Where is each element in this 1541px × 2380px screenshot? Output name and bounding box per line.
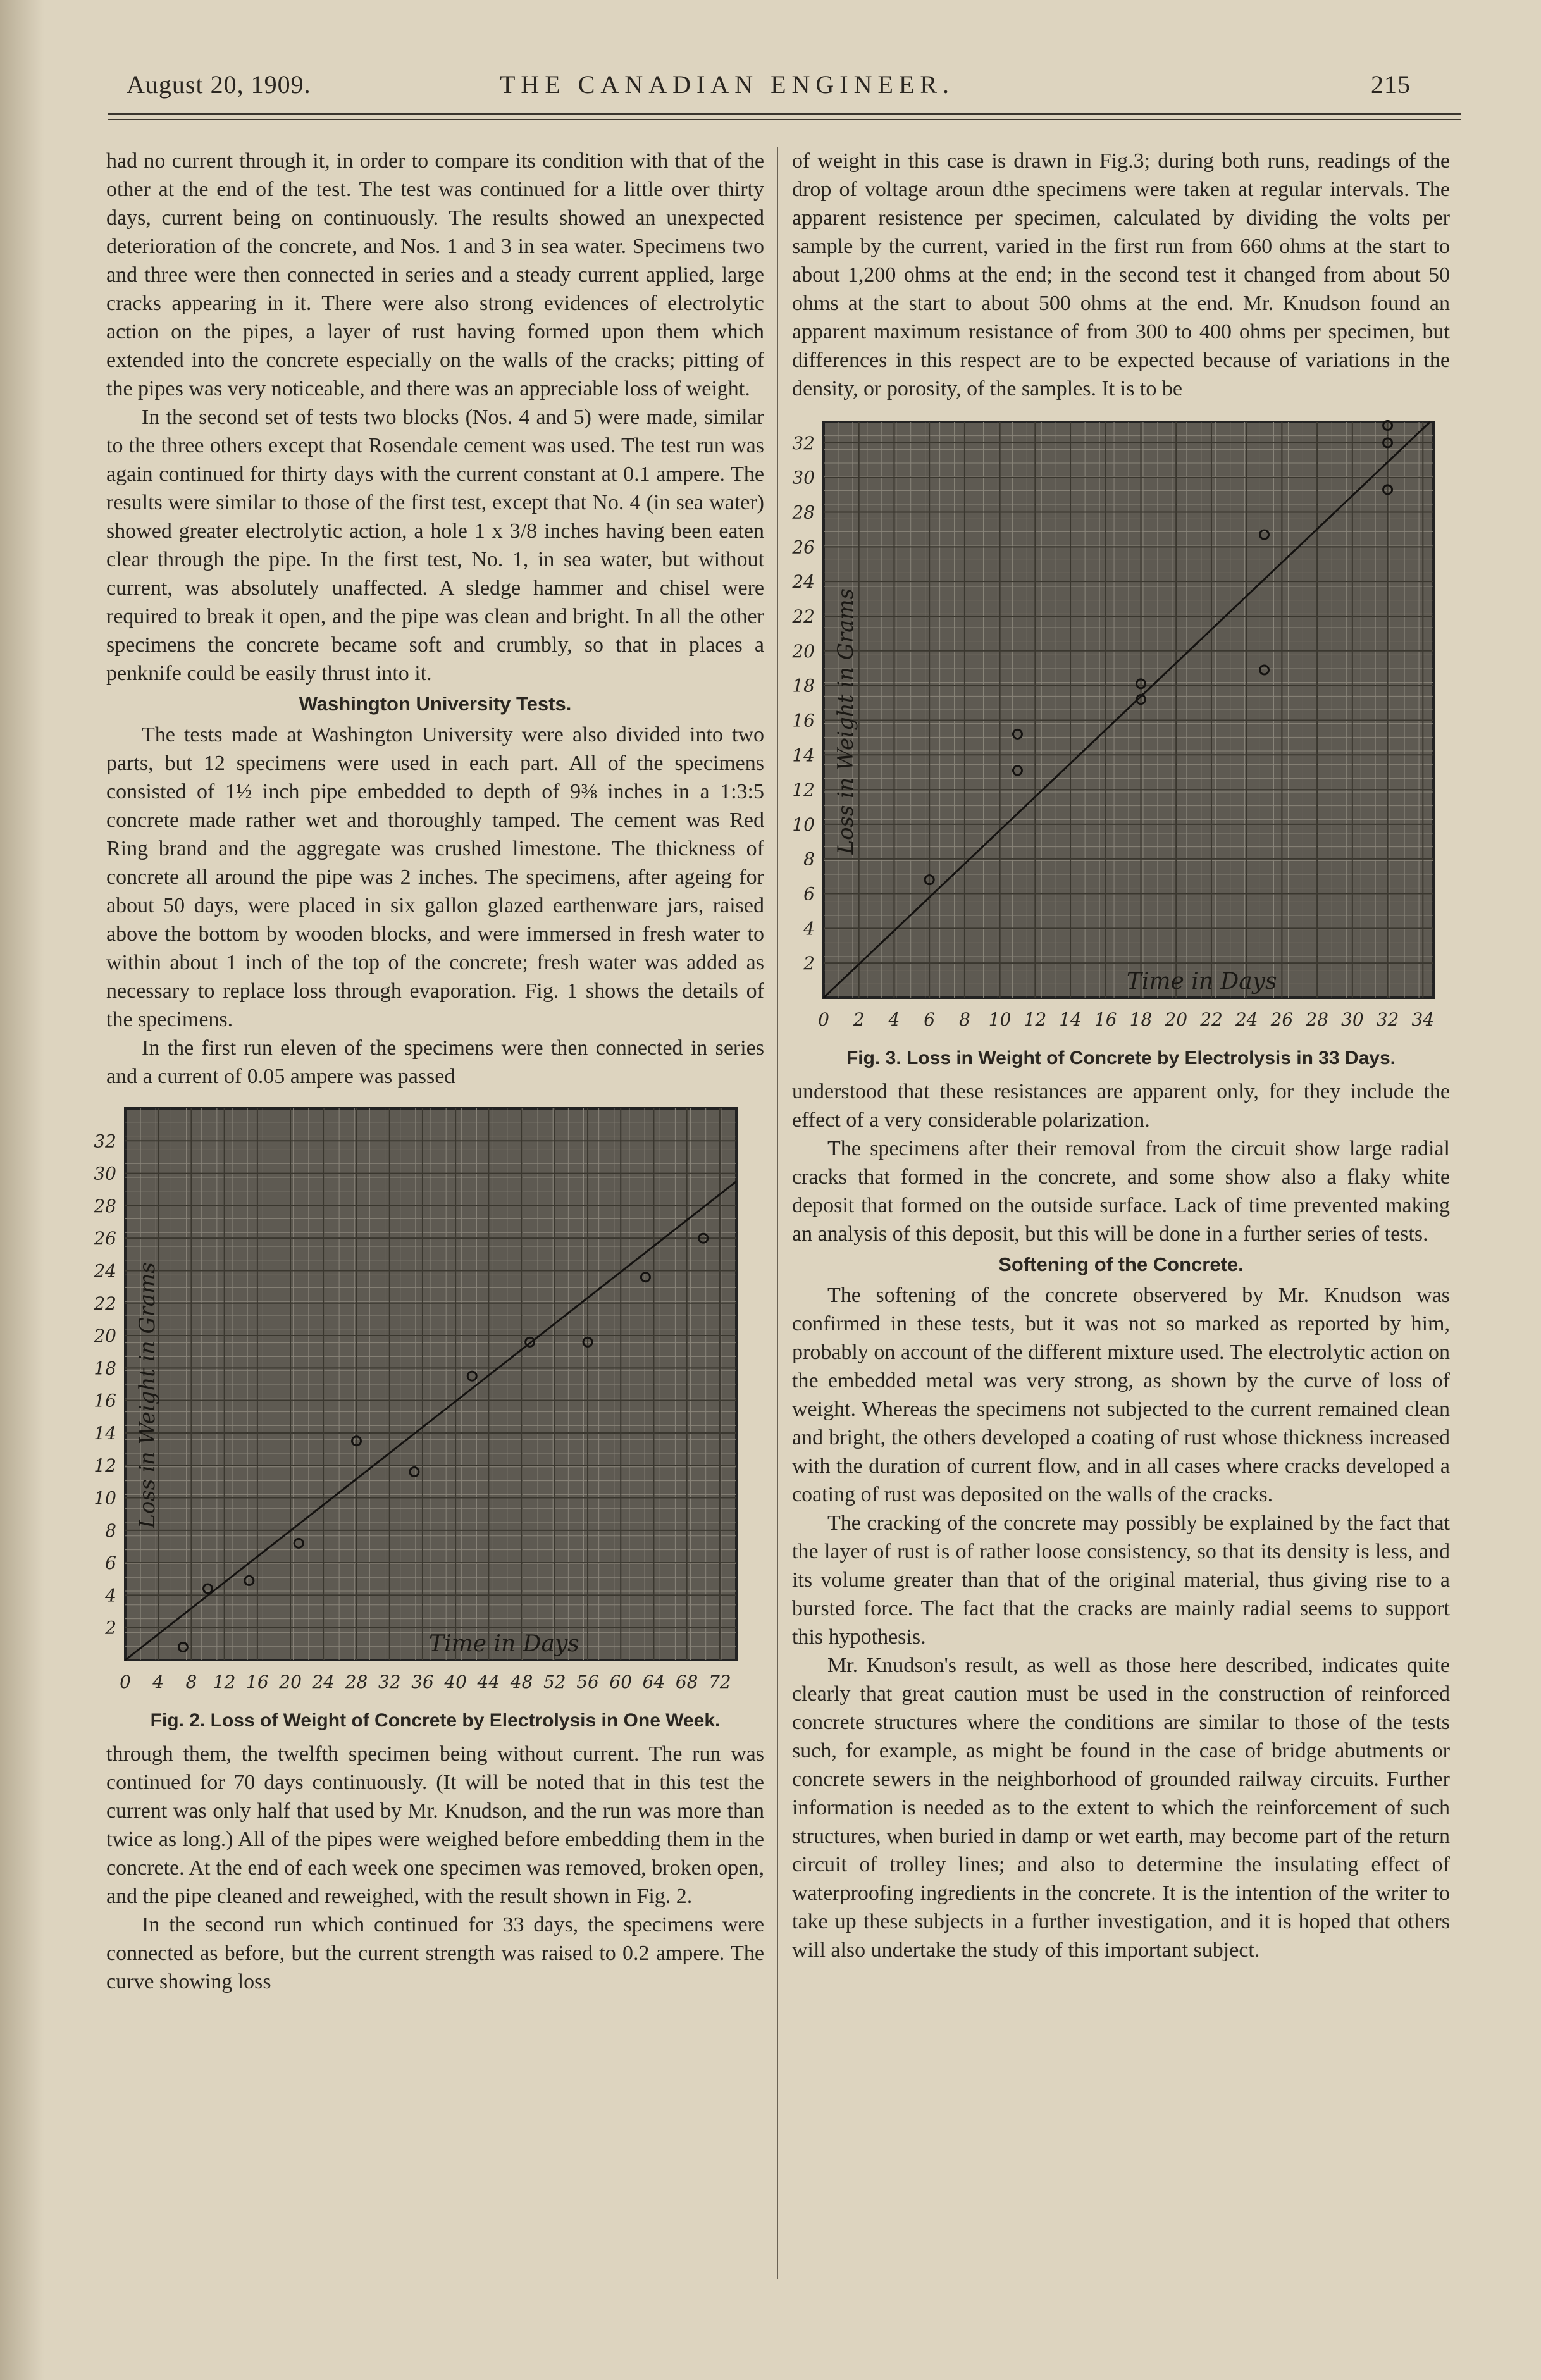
x-tick-label: 4 [152, 1671, 164, 1692]
x-tick-label: 64 [642, 1671, 665, 1692]
fig-2-chart [94, 1101, 764, 1702]
paragraph: had no current through it, in order to compare its condition with that of the other at the end of the test. The test was continued for a little over thirty days, current being on continuously. The results showed an unexpected deterioration of the concrete, and Nos. 1 and 3 in sea water. Specimens two and three were then connected in series and a steady current applied, large cracks appearing in it. There were also strong evidences of electrolytic action on the pipes, a layer of rust having formed upon them which extended into the concrete especially on the walls of the cracks; pitting of the pipes was very noticeable, and there was an appreciable loss of weight. [106, 149, 764, 400]
y-tick-label: 8 [105, 1520, 116, 1541]
paragraph: understood that these resistances are apparent only, for they include the effect of a very considerable polarization. [792, 1080, 1450, 1132]
fig-3-chart [792, 413, 1450, 1039]
paragraph: The tests made at Washington University were also divided into two parts, but 12 specimens were used in each part. All of the specimens consisted of 1½ inch pipe embedded to depth of 9⅜ inches in a 1:3:5 concrete made rather wet and thoroughly tamped. The cement was Red Ring brand and the aggregate was crushed limestone. The thickness of concrete all around the pipe was 2 inches. The specimens, after ageing for about 50 days, were placed in six gallon glazed earthenware jars, raised above the bottom by wooden blocks, and were immersed in fresh water to within about 1 inch of the top of the concrete; fresh water was added as necessary to replace loss through evaporation. Fig. 1 shows the details of the specimens. [106, 723, 764, 1031]
y-tick-label: 22 [792, 605, 815, 627]
x-tick-label: 20 [1165, 1009, 1188, 1030]
y-tick-label: 20 [792, 640, 815, 662]
paragraph: The softening of the concrete observered by Mr. Knudson was confirmed in these tests, but it was not so marked as reported by him, probably on account of the different mixture used. The electrolytic action on the embedded metal was very strong, as shown by the curve of loss of weight. Whereas the specimens not subjected to the current remained clean and bright, the others developed a coating of rust whose thickness increased with the duration of current flow, and in all cases where cracks developed a coating of rust was deposited on the walls of the cracks. [792, 1284, 1450, 1506]
header-rule-thin [108, 119, 1461, 120]
y-axis-label: Loss in Weight in Grams [833, 588, 858, 855]
y-tick-label: 26 [94, 1228, 116, 1249]
paragraph: of weight in this case is drawn in Fig.3; during both runs, readings of the drop of voltage aroun dthe specimens were taken at regular intervals. The apparent resistence per specimen, calculated by dividing the volts per sample by the current, varied in the first run from 660 ohms at the start to about 1,200 ohms at the end; in the second test it changed from about 50 ohms at the start to about 500 ohms at the end. Mr. Knudson found an apparent maximum resistance of from 300 to 400 ohms per specimen, but differences in this respect are to be expected because of variations in the density, or porosity, of the samples. It is to be [792, 149, 1450, 400]
x-tick-label: 2 [853, 1009, 865, 1030]
paragraph: The specimens after their removal from the circuit show large radial cracks that formed in the concrete, and some show also a flaky white deposit that formed on the outside surface. Lack of time prevented making an analysis of this deposit, but this will be done in a further series of tests. [792, 1137, 1450, 1246]
figure-3 [792, 413, 1450, 1039]
y-axis-label: Loss in Weight in Grams [135, 1262, 160, 1528]
y-tick-label: 16 [792, 710, 815, 731]
y-tick-label: 6 [105, 1553, 116, 1574]
x-tick-label: 18 [1129, 1009, 1153, 1030]
figure-2 [94, 1101, 764, 1702]
x-tick-label: 28 [345, 1671, 368, 1692]
x-tick-label: 14 [1059, 1009, 1082, 1030]
x-tick-label: 22 [1200, 1009, 1223, 1030]
y-tick-label: 14 [792, 745, 815, 766]
y-tick-label: 10 [792, 814, 815, 835]
x-axis-label: Time in Days [1126, 969, 1277, 995]
right-column [792, 147, 1450, 1964]
x-tick-label: 52 [543, 1671, 566, 1692]
x-tick-label: 56 [576, 1671, 599, 1692]
x-tick-label: 28 [1306, 1009, 1328, 1030]
x-tick-label: 16 [246, 1671, 269, 1692]
paragraph: In the first run eleven of the specimens were then connected in series and a current of 0.05 ampere was passed [106, 1036, 764, 1088]
y-tick-label: 12 [94, 1455, 116, 1477]
x-tick-label: 60 [609, 1671, 633, 1692]
y-tick-label: 32 [792, 432, 815, 454]
x-tick-label: 8 [185, 1671, 197, 1692]
page-number: 215 [1371, 70, 1411, 99]
x-tick-label: 40 [444, 1671, 467, 1692]
x-axis-label: Time in Days [429, 1631, 579, 1657]
x-tick-label: 6 [924, 1009, 936, 1030]
issue-date: August 20, 1909. [127, 70, 311, 99]
y-tick-label: 12 [792, 779, 815, 801]
x-tick-label: 30 [1341, 1009, 1364, 1030]
column-divider [777, 147, 778, 2279]
y-tick-label: 4 [105, 1585, 116, 1606]
y-tick-label: 26 [792, 536, 815, 558]
left-column [94, 147, 764, 1996]
y-tick-label: 4 [803, 918, 815, 939]
y-tick-label: 24 [792, 571, 815, 593]
x-tick-label: 44 [477, 1671, 500, 1692]
x-tick-label: 20 [279, 1671, 302, 1692]
y-tick-label: 18 [94, 1358, 116, 1379]
x-tick-label: 24 [312, 1671, 335, 1692]
y-tick-label: 30 [792, 467, 815, 488]
x-tick-label: 48 [510, 1671, 533, 1692]
paragraph: Mr. Knudson's result, as well as those here described, indicates quite clearly that great caution must be used in the construction of reinforced concrete structures where the conditions are similar to those of the tests such, for example, as might be found in the case of bridge abutments or concrete sewers in the neighborhood of grounded railway circuits. Further information is needed as to the extent to which the reinforcement of such structures, when buried in damp or wet earth, may become part of the return circuit of trolley lines; and also to determine the insulating effect of waterproofing ingredients in the concrete. It is the intention of the writer to take up these subjects in a further investigation, and it is hoped that others will also undertake the study of this important subject. [792, 1654, 1450, 1962]
figure-3-caption: Fig. 3. Loss in Weight of Concrete by Electrolysis in 33 Days. [846, 1048, 1396, 1069]
y-tick-label: 2 [105, 1617, 116, 1639]
x-tick-label: 0 [818, 1009, 829, 1030]
x-tick-label: 4 [888, 1009, 900, 1030]
x-tick-label: 12 [213, 1671, 236, 1692]
figure-2-caption: Fig. 2. Loss of Weight of Concrete by Electrolysis in One Week. [150, 1710, 721, 1731]
y-tick-label: 32 [94, 1131, 116, 1152]
x-tick-label: 32 [1376, 1009, 1399, 1030]
page-binding-shadow [0, 0, 44, 2380]
x-tick-label: 16 [1094, 1009, 1117, 1030]
paragraph: In the second run which continued for 33 days, the specimens were connected as before, but the current strength was raised to 0.2 ampere. The curve showing loss [106, 1913, 764, 1993]
section-heading: Softening of the Concrete. [998, 1253, 1244, 1275]
y-tick-label: 2 [803, 953, 815, 974]
y-tick-label: 8 [803, 848, 815, 870]
y-tick-label: 16 [94, 1390, 116, 1411]
y-tick-label: 6 [803, 883, 815, 905]
paragraph: through them, the twelfth specimen being without current. The run was continued for 70 days continuously. (It will be noted that in this test the current was only half that used by Mr. Knudson, and the run was more than twice as long.) All of the pipes were weighed before embedding them in the concrete. At the end of each week one specimen was removed, broken open, and the pipe cleaned and reweighed, with the result shown in Fig. 2. [106, 1742, 764, 1908]
x-tick-label: 34 [1411, 1009, 1435, 1030]
y-tick-label: 28 [94, 1195, 116, 1217]
x-tick-label: 36 [411, 1671, 434, 1692]
x-tick-label: 72 [709, 1671, 731, 1692]
y-tick-label: 20 [94, 1325, 116, 1347]
section-heading: Washington University Tests. [299, 693, 572, 715]
header-rule [108, 113, 1461, 115]
y-tick-label: 14 [94, 1422, 116, 1444]
y-tick-label: 18 [792, 675, 815, 697]
x-tick-label: 32 [378, 1671, 401, 1692]
x-tick-label: 68 [675, 1671, 698, 1692]
page-header [127, 70, 1411, 108]
x-tick-label: 10 [988, 1009, 1012, 1030]
x-tick-label: 0 [120, 1671, 131, 1692]
x-tick-label: 24 [1235, 1009, 1258, 1030]
x-tick-label: 8 [958, 1009, 970, 1030]
x-tick-label: 26 [1270, 1009, 1294, 1030]
journal-title: THE CANADIAN ENGINEER. [500, 70, 955, 99]
y-tick-label: 10 [94, 1487, 116, 1509]
x-tick-label: 12 [1024, 1009, 1047, 1030]
y-tick-label: 28 [792, 502, 815, 523]
paragraph: The cracking of the concrete may possibly be explained by the fact that the layer of rust is of rather loose consistency, so that its density is less, and its volume greater than that of the original material, thus giving rise to a bursted force. The fact that the cracks are mainly radial seems to support this hypothesis. [792, 1511, 1450, 1649]
y-tick-label: 24 [94, 1260, 116, 1282]
y-tick-label: 30 [94, 1163, 116, 1184]
y-tick-label: 22 [94, 1292, 116, 1314]
paragraph: In the second set of tests two blocks (Nos. 4 and 5) were made, similar to the three others except that Rosendale cement was used. The test run was again continued for thirty days with the current constant at 0.1 ampere. The results were similar to those of the first test, except that No. 4 (in sea water) showed greater electrolytic action, a hole 1 x 3/8 inches having been eaten clear through the pipe. In the first test, No. 1, in sea water, but without current, was absolutely unaffected. A sledge hammer and chisel were required to break it open, and the pipe was clean and bright. In all the other specimens the concrete became soft and crumbly, so that in places a penknife could be easily thrust into it. [106, 406, 764, 685]
